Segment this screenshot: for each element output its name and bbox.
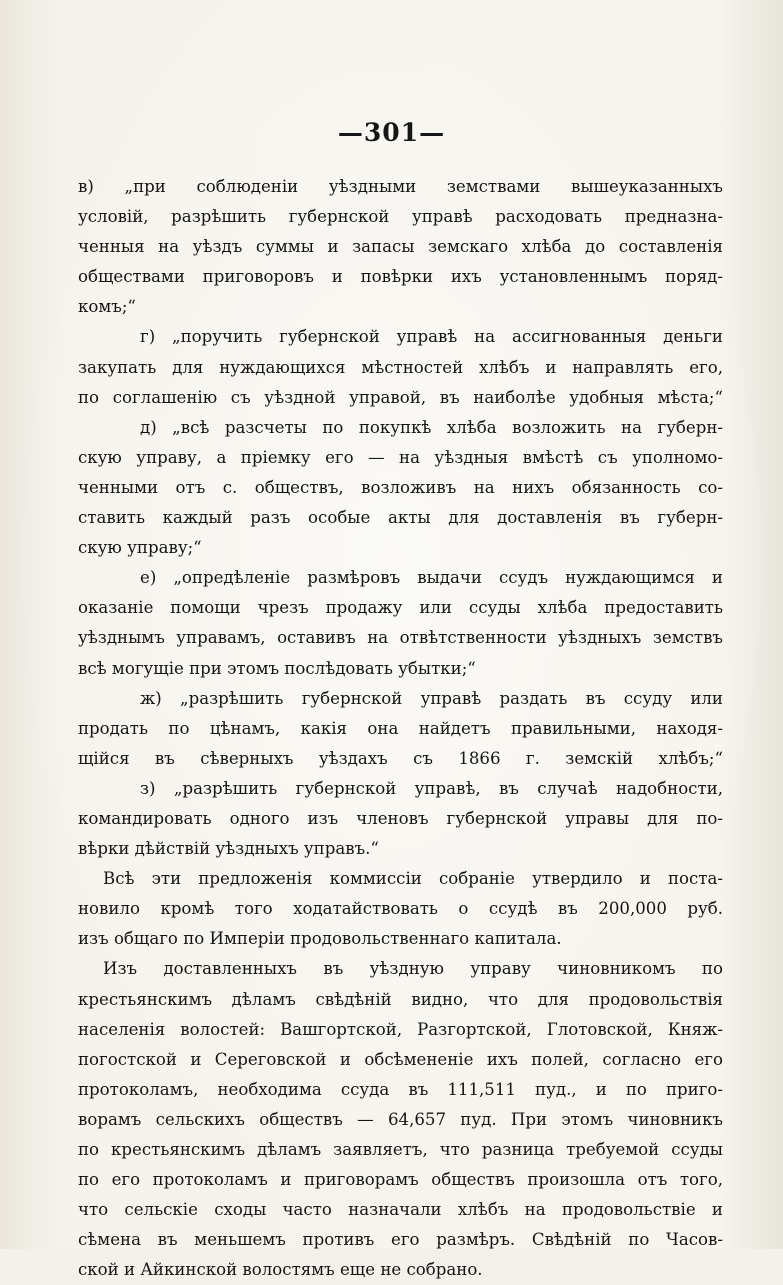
page-number: —301—	[337, 118, 446, 147]
text-line: крестьянскимъ дѣламъ свѣдѣній видно, что для продовольствія	[78, 989, 723, 1009]
text-line: Всѣ эти предложенія коммиссіи собраніе утвердило и поста-	[103, 869, 723, 889]
text-line: Изъ доставленныхъ въ уѣздную управу чиновникомъ по	[103, 959, 723, 979]
text-line: сѣмена въ меньшемъ противъ его размѣръ. Свѣдѣній по Часов-	[78, 1230, 723, 1250]
text-line: з) „разрѣшить губернской управѣ, въ случаѣ надобности,	[140, 778, 723, 798]
text-line: д) „всѣ разсчеты по покупкѣ хлѣба возложить на губерн-	[140, 417, 723, 437]
text-line: условій, разрѣшить губернской управѣ расходовать предназна-	[78, 207, 723, 227]
text-line: что сельскіе сходы часто назначали хлѣбъ на продовольствіе и	[78, 1200, 723, 1220]
text-line: вѣрки дѣйствій уѣздныхъ управъ.“	[78, 839, 379, 859]
text-line: командировать одного изъ членовъ губернской управы для по-	[78, 808, 723, 828]
text-line: ченныя на уѣздъ суммы и запасы земскаго хлѣба до составленія	[78, 237, 723, 257]
text-line: ской и Айкинской волостямъ еще не собрано.	[78, 1260, 483, 1280]
text-line: в) „при соблюденіи уѣздными земствами вышеуказанныхъ	[78, 177, 723, 196]
text-line: уѣзднымъ управамъ, оставивъ на отвѣтственности уѣздныхъ земствъ	[78, 628, 723, 648]
text-line: скую управу, а пріемку его — на уѣздныя вмѣстѣ съ уполномо-	[78, 447, 723, 467]
text-line: по крестьянскимъ дѣламъ заявляетъ, что разница требуемой ссуды	[78, 1140, 723, 1159]
text-line: по его протоколамъ и приговорамъ обществъ произошла отъ того,	[78, 1170, 723, 1190]
text-line: щійся въ сѣверныхъ уѣздахъ съ 1866 г. земскій хлѣбъ;“	[78, 748, 723, 768]
text-line: ставить каждый разъ особые акты для доставленія въ губерн-	[78, 508, 723, 528]
text-line: всѣ могущіе при этомъ послѣдовать убытки;“	[78, 658, 476, 678]
text-line: ж) „разрѣшить губернской управѣ раздать въ ссуду или	[140, 688, 723, 708]
text-line: по соглашенію съ уѣздной управой, въ наиболѣе удобныя мѣста;“	[78, 387, 723, 407]
text-line: ченными отъ с. обществъ, возложивъ на нихъ обязанность со-	[78, 477, 723, 497]
text-line: изъ общаго по Имперіи продовольственнаго капитала.	[78, 929, 562, 949]
text-line: комъ;“	[78, 297, 136, 317]
text-line: закупать для нуждающихся мѣстностей хлѣбъ и направлять его,	[78, 357, 723, 377]
text-line: погостской и Сереговской и обсѣмененіе ихъ полей, согласно его	[78, 1049, 723, 1069]
text-line: оказаніе помощи чрезъ продажу или ссуды хлѣба предоставить	[78, 598, 723, 618]
text-line: скую управу;“	[78, 538, 202, 558]
text-line: обществами приговоровъ и повѣрки ихъ установленнымъ поряд-	[78, 267, 723, 287]
body-text	[78, 172, 723, 1285]
text-line: населенія волостей: Вашгортской, Разгортской, Глотовской, Княж-	[78, 1019, 723, 1039]
text-line: е) „опредѣленіе размѣровъ выдачи ссудъ нуждающимся и	[140, 568, 723, 588]
text-line: г) „поручить губернской управѣ на ассигнованныя деньги	[140, 327, 723, 347]
text-line: продать по цѣнамъ, какія она найдетъ правильными, находя-	[78, 718, 723, 738]
text-line: новило кромѣ того ходатайствовать о ссудѣ въ 200,000 руб.	[78, 899, 723, 919]
text-line: ворамъ сельскихъ обществъ — 64,657 пуд. При этомъ чиновникъ	[78, 1109, 723, 1129]
text-line: протоколамъ, необходима ссуда въ 111,511 пуд., и по приго-	[78, 1079, 723, 1099]
